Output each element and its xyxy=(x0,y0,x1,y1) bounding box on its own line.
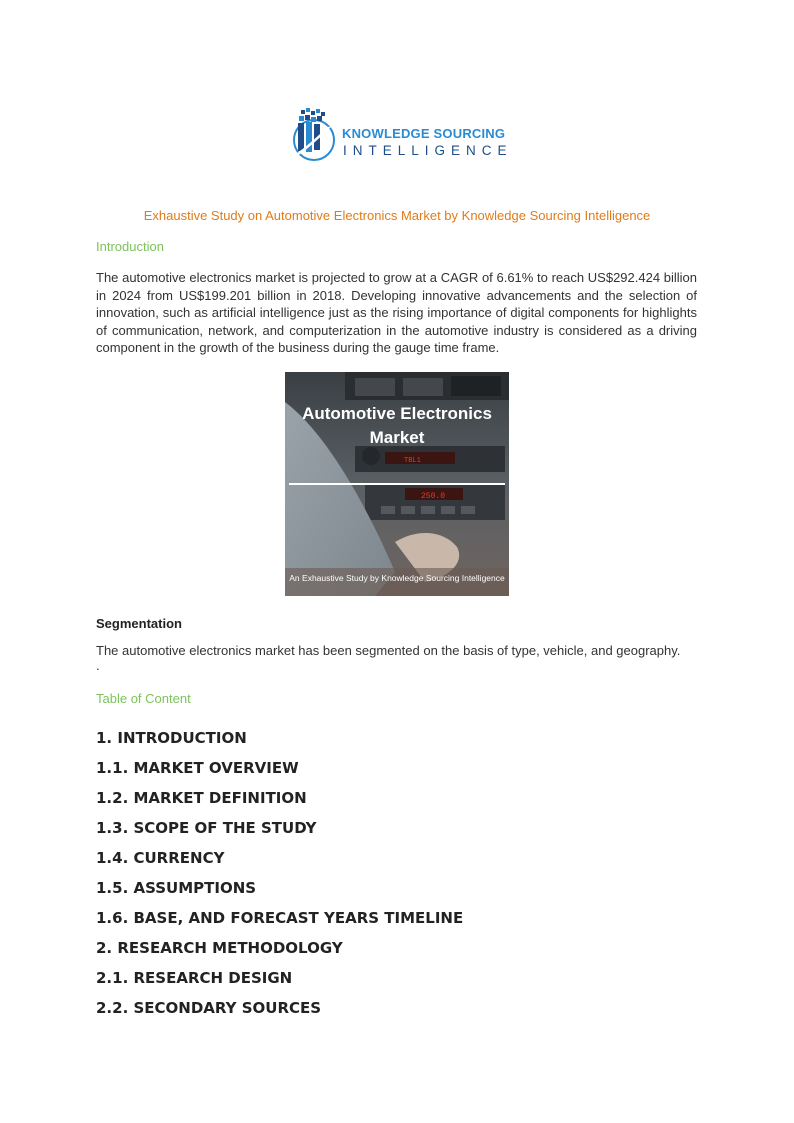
toc-item: 2.2. SECONDARY SOURCES xyxy=(96,999,322,1017)
table-of-contents xyxy=(96,727,463,1027)
toc-item: 1.4. CURRENCY xyxy=(96,849,225,867)
toc-item: 1.3. SCOPE OF THE STUDY xyxy=(96,819,317,837)
introduction-text: The automotive electronics market is projected to grow at a CAGR of 6.61% to reach US$292.424 billion in 2024 from US$199.201 billion in 2018. Developing innovative advancements and the selection of innovation, such as artificial intelligence just as the rising importance of digital components for highlights of communication, network, and computerization in the automotive industry is considered as a driving component in the growth of the business during the gauge time frame. xyxy=(96,270,697,355)
introduction-heading: Introduction xyxy=(96,239,164,254)
document-title: Exhaustive Study on Automotive Electronics Market by Knowledge Sourcing Intelligence xyxy=(143,208,651,223)
company-logo xyxy=(290,106,513,166)
cover-subtitle: An Exhaustive Study by Knowledge Sourcing Intelligence xyxy=(289,573,505,583)
cover-divider xyxy=(289,483,505,485)
toc-item: 1.2. MARKET DEFINITION xyxy=(96,789,307,807)
toc-item: 1.1. MARKET OVERVIEW xyxy=(96,759,299,777)
toc-item: 2.1. RESEARCH DESIGN xyxy=(96,969,293,987)
toc-item: 1. INTRODUCTION xyxy=(96,729,247,747)
display-readout-1: TBL1 xyxy=(404,457,421,465)
logo-line-2: INTELLIGENCE xyxy=(343,143,513,158)
report-cover-image xyxy=(285,372,509,596)
logo-line-1: KNOWLEDGE SOURCING xyxy=(342,126,506,141)
toc-item: 1.6. BASE, AND FORECAST YEARS TIMELINE xyxy=(96,909,464,927)
toc-item: 1.5. ASSUMPTIONS xyxy=(96,879,257,897)
display-readout-2: 250.0 xyxy=(421,492,446,501)
segmentation-trail: . xyxy=(96,658,100,673)
logo-mark-icon xyxy=(290,106,340,166)
cover-title: Automotive Electronics Market xyxy=(302,404,492,447)
segmentation-heading: Segmentation xyxy=(96,616,182,631)
toc-heading: Table of Content xyxy=(96,691,191,706)
toc-item: 2. RESEARCH METHODOLOGY xyxy=(96,939,343,957)
segmentation-text: The automotive electronics market has been segmented on the basis of type, vehicle, and geography. xyxy=(96,643,681,658)
